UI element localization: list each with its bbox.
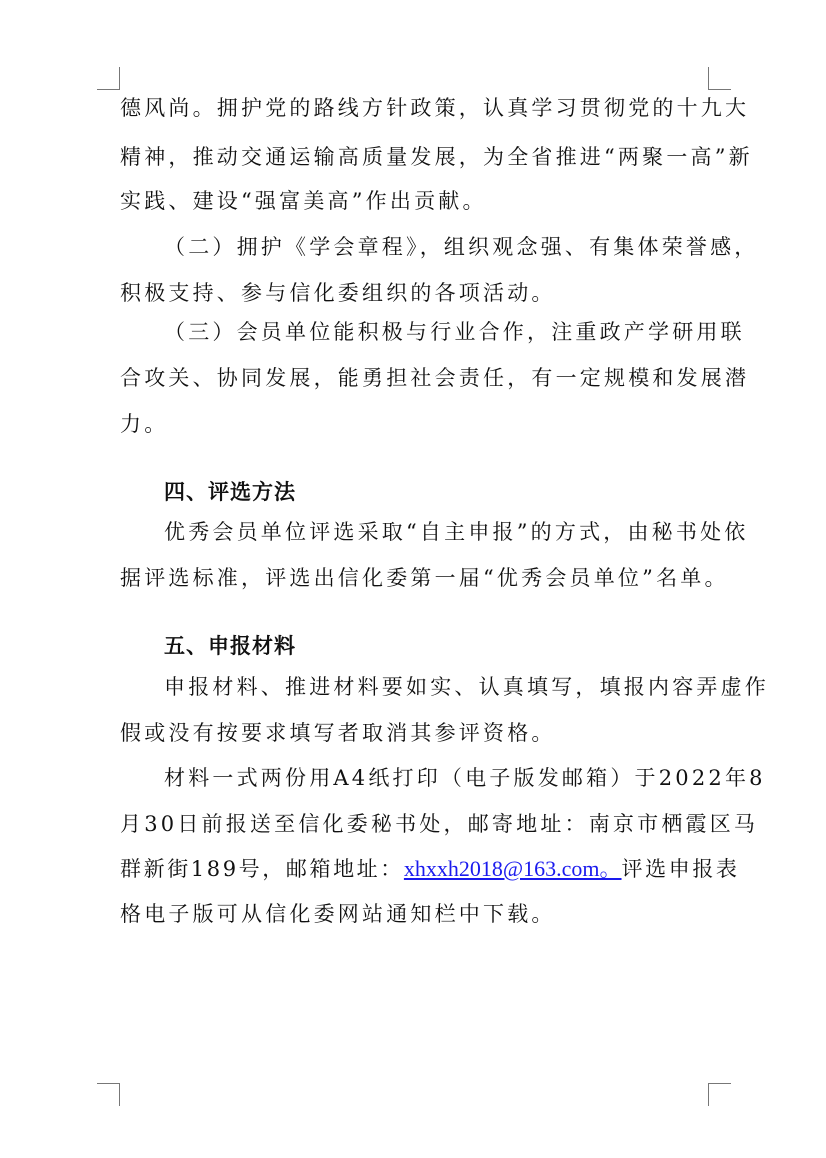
corner-mark-top-right — [708, 67, 731, 90]
paragraph-line: 格电子版可从信化委网站通知栏中下载。 — [120, 902, 556, 926]
paragraph-line: 优秀会员单位评选采取“自主申报”的方式，由秘书处依 — [164, 520, 749, 544]
email-link[interactable]: xhxxh2018@163.com。 — [403, 856, 622, 881]
corner-mark-bottom-left — [97, 1083, 120, 1106]
section-heading: 五、申报材料 — [164, 634, 296, 658]
paragraph-text: 群新街189号，邮箱地址： — [120, 857, 404, 881]
paragraph-line: 材料一式两份用A4纸打印（电子版发邮箱）于2022年8 — [164, 766, 766, 790]
paragraph-line: （二）拥护《学会章程》，组织观念强、有集体荣誉感， — [164, 235, 759, 259]
paragraph-line: 申报材料、推进材料要如实、认真填写，填报内容弄虚作 — [164, 675, 769, 699]
corner-mark-bottom-right — [708, 1083, 731, 1106]
paragraph-line: 精神，推动交通运输高质量发展，为全省推进“两聚一高”新 — [120, 145, 753, 169]
paragraph-line: 合攻关、协同发展，能勇担社会责任，有一定规模和发展潜 — [120, 366, 750, 390]
paragraph-line: 月30日前报送至信化委秘书处，邮寄地址：南京市栖霞区马 — [120, 812, 759, 836]
corner-mark-top-left — [97, 67, 120, 90]
paragraph-line: 德风尚。拥护党的路线方针政策，认真学习贯彻党的十九大 — [120, 96, 750, 120]
paragraph-line: 力。 — [120, 412, 169, 436]
paragraph-line: （三）会员单位能积极与行业合作，注重政产学研用联 — [164, 320, 745, 344]
paragraph-line: 据评选标准，评选出信化委第一届“优秀会员单位”名单。 — [120, 566, 729, 590]
paragraph-line: 假或没有按要求填写者取消其参评资格。 — [120, 721, 556, 745]
paragraph-line — [120, 855, 740, 883]
paragraph-line: 积极支持、参与信化委组织的各项活动。 — [120, 281, 556, 305]
paragraph-line: 实践、建设“强富美高”作出贡献。 — [120, 189, 487, 213]
paragraph-text: 评选申报表 — [621, 857, 740, 881]
section-heading: 四、评选方法 — [164, 480, 296, 504]
